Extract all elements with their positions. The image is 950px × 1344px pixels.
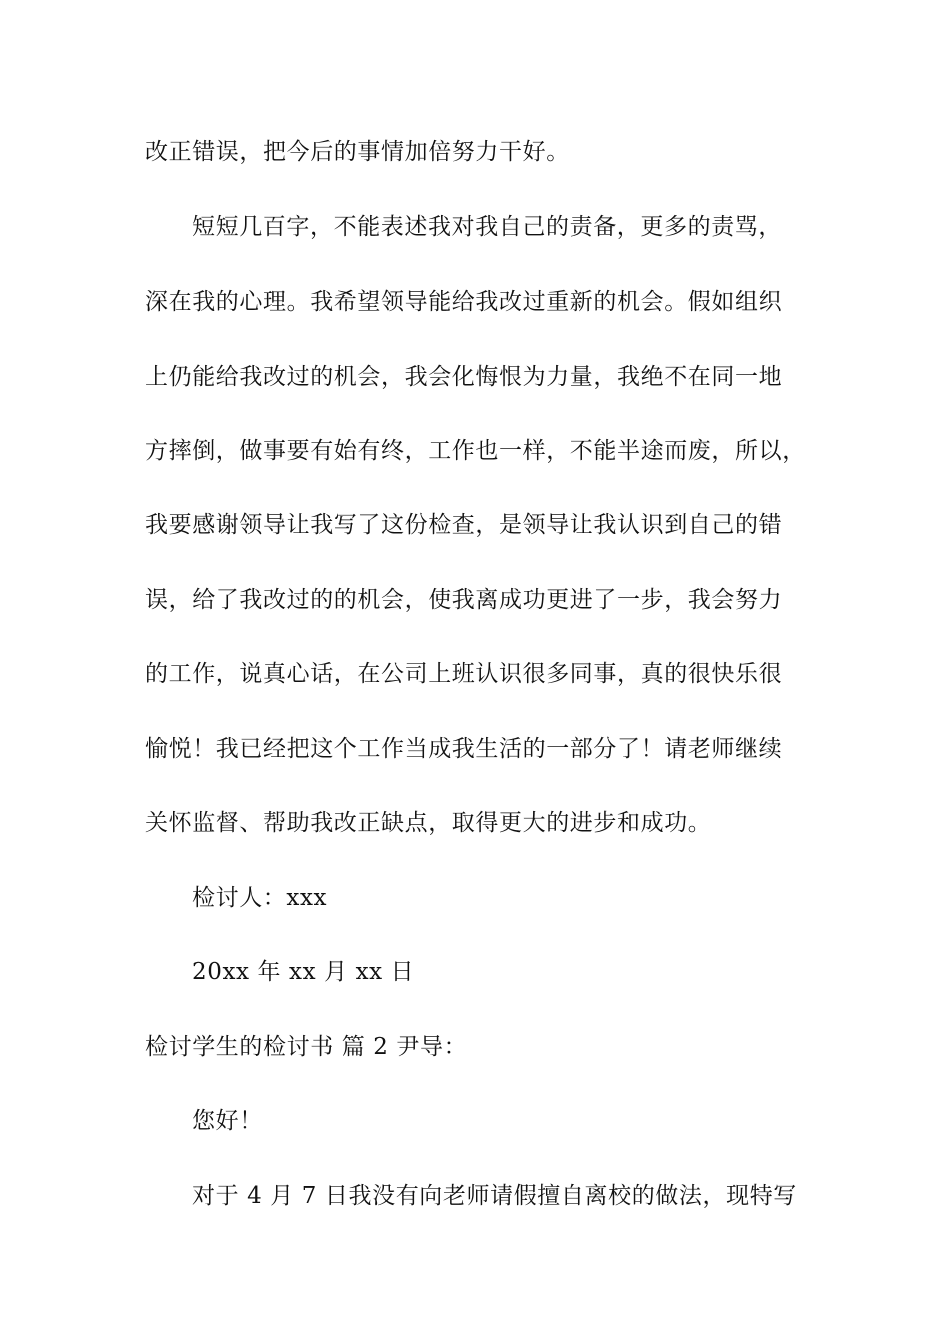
- section-heading: 检讨学生的检讨书 篇 2 尹导：: [145, 1034, 468, 1060]
- paragraph-line: 改正错误，把今后的事情加倍努力干好。: [145, 139, 570, 165]
- paragraph-line: 短短几百字，不能表述我对我自己的责备，更多的责骂，: [192, 214, 782, 240]
- greeting-line: 您好！: [192, 1108, 263, 1134]
- paragraph-line: 上仍能给我改过的机会，我会化悔恨为力量，我绝不在同一地: [145, 364, 783, 390]
- paragraph-line: 我要感谢领导让我写了这份检查，是领导让我认识到自己的错: [145, 512, 783, 538]
- paragraph-line: 愉悦！我已经把这个工作当成我生活的一部分了！请老师继续: [145, 736, 783, 762]
- paragraph-line: 深在我的心理。我希望领导能给我改过重新的机会。假如组织: [145, 289, 783, 315]
- paragraph-line: 关怀监督、帮助我改正缺点，取得更大的进步和成功。: [145, 810, 712, 836]
- date-line: 20xx 年 xx 月 xx 日: [192, 959, 415, 985]
- paragraph-line: 方摔倒，做事要有始有终，工作也一样，不能半途而废，所以，: [145, 438, 806, 464]
- paragraph-line: 对于 4 月 7 日我没有向老师请假擅自离校的做法，现特写: [192, 1183, 797, 1209]
- signature-label: 检讨人：xxx: [192, 885, 328, 911]
- paragraph-line: 误，给了我改过的的机会，使我离成功更进了一步，我会努力: [145, 587, 783, 613]
- paragraph-line: 的工作，说真心话，在公司上班认识很多同事，真的很快乐很: [145, 661, 783, 687]
